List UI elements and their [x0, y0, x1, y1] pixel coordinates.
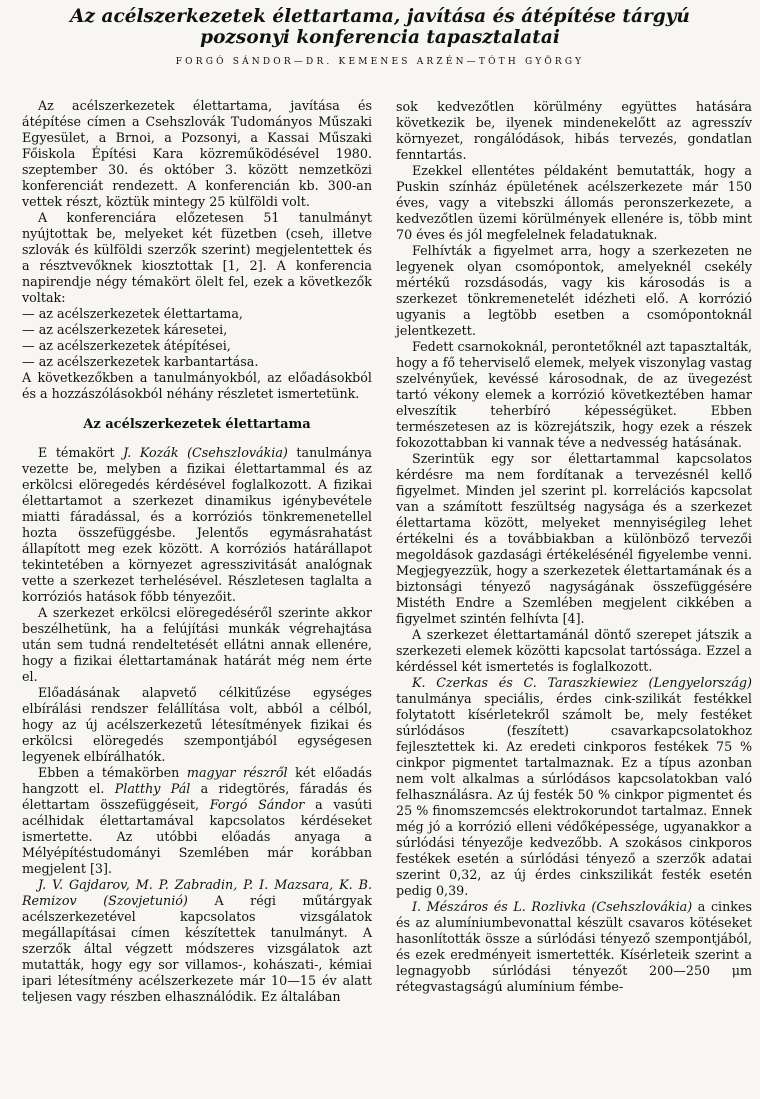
paragraph: Felhívták a figyelmet arra, hogy a szerkezeten ne legyenek olyan csomópontok, amelyeknél csekély mértékű rozsdásodás, vagy kis károsodás is a szerkezet tönkremenetelét idézheti elő. A korrózió ugyanis a legtöbb esetben a csomópontoknál jelentkezett.: [396, 243, 752, 338]
text-run: A régi műtárgyak acélszerkezetével kapcsolatos vizsgálatok megállapításai címen készítettek tanulmányt. A szerzők által végzett módszeres vizsgálatok azt mutatták, hogy egy sor villamos-, kohászati-, kémiai ipari létesítmény acélszerkezete már 10—15 év alatt teljesen vagy részben elhasználódik. Ez általában: [22, 893, 372, 1004]
article-title: Az acélszerkezetek élettartama, javítása és átépítése tárgyú pozsonyi konferencia tapasztalatai: [70, 6, 690, 48]
paragraph: Fedett csarnokoknál, perontetőknél azt tapasztalták, hogy a fő teherviselő elemek, melyek viszonylag vastag szelvényűek, kevéssé károsodnak, de az üvegezést tartó vékony elemek a korrózió következtében hamar elveszítik teherbíró képességüket. Ebben természetesen az is közrejátszik, hogy ezek a részek fokozottabban ki vannak téve a nedvesség hatásának.: [396, 339, 752, 450]
paragraph: [22, 765, 372, 877]
author-name: K. Czerkas és C. Taraszkiewiez (Lengyelország): [412, 675, 752, 690]
emphasis: magyar részről: [186, 765, 288, 780]
paragraph: A következőkben a tanulmányokból, az előadásokból és a hozzászólásokból néhány részletet ismertetünk.: [22, 370, 372, 401]
paragraph: A szerkezet erkölcsi elöregedéséről szerinte akkor beszélhetünk, ha a felújítási munkák végrehajtása után sem tudná rendeltetését ellátni annak ellenére, hogy a fizikai élettartamának határát még nem érte el.: [22, 605, 372, 684]
paragraph: [396, 899, 752, 995]
author-name: Forgó Sándor: [209, 797, 305, 812]
authors: FORGÓ SÁNDOR—DR. KEMENES ARZÉN—TÓTH GYÖRGY: [175, 57, 585, 67]
list-item: — az acélszerkezetek káresetei,: [22, 322, 228, 337]
paragraph: Előadásának alapvető célkitűzése egységes elbírálási rendszer felállítása volt, abból a célból, hogy az új acélszerkezetű létesítmények fizikai és erkölcsi elöregedés szempontjából egységesen legyenek elbírálhatók.: [22, 685, 372, 764]
text-run: tanulmánya vezette be, melyben a fizikai élettartammal és az erkölcsi elöregedés kérdésével foglalkozott. A fizikai élettartamot a szerkezet dinamikus igénybevétele miatti fáradással, és a korróziós tönkremenetellel hozta összefüggésbe. Jelentős egymásrahatást állapított meg ezek között. A korróziós határállapot tekintetében a környezet agresszivitását analógnak vette a szerkezet terhelésével. Részletesen taglalta a korróziós hatások főbb tényezőit.: [22, 445, 372, 604]
text-run: tanulmánya speciális, érdes cink-szilikát festékkel folytatott kísérletekről számolt be, mely festéket súrlódásos (feszített) csavarkapcsolatokhoz fejlesztettek ki. Az eredeti cinkporos festékek 75 % cinkpor pigmentet tartalmaznak. Ez a típus azonban nem volt alkalmas a súrlódásos kapcsolatokban való felhasználásra. Az új festék 50 % cinkpor pigmentet és 25 % finomszemcsés elektrokorundot tartalmaz. Ennek még jó a korrózió elleni védőképessége, ugyanakkor a súrlódási tényezője kedvezőbb. A szokásos cinkporos festékek esetén a súrlódási tényező a szerzők adatai szerint 0,32, az új érdes cinkszilikát festék esetén pedig 0,39.: [396, 691, 752, 898]
paragraph: [22, 445, 372, 605]
list-item: — az acélszerkezetek élettartama,: [22, 306, 243, 321]
paragraph: Ezekkel ellentétes példaként bemutatták, hogy a Puskin színház épületének acélszerkezete már 150 éves, vagy a vitebszki állomás peronszerkezete, a kedvezőtlen üzemi körülmények ellenére is, több mint 70 éves és jól megfelelnek feladatuknak.: [396, 163, 752, 242]
text-run: a cinkes és az alumíniumbevonattal készült csavaros kötéseket hasonlították össze a súrlódási tényező szempontjából, és ezek eredményeit ismertették. Kísérleteik szerint a legnagyobb súrlódási tényezőt 200—250 μm rétegvastagságú alumínium fémbe-: [396, 899, 752, 994]
section-heading: Az acélszerkezetek élettartama: [83, 417, 311, 432]
paragraph: Az acélszerkezetek élettartama, javítása és átépítése címen a Csehszlovák Tudományos Műszaki Egyesület, a Brnoi, a Pozsonyi, a Kassai Műszaki Főiskola Építési Kara közreműködésével 1980. szeptember 30. és október 3. között nemzetközi konferenciát rendezett. A konferencián kb. 300-an vettek részt, köztük mintegy 25 külföldi volt.: [22, 98, 372, 209]
text-run: Ebben a témakörben: [38, 765, 187, 780]
right-column: [396, 99, 752, 995]
text-run: a ridegtörés, fáradás és élettartam összefüggéseit,: [22, 781, 372, 812]
left-column: [22, 98, 372, 1005]
text-run: két előadás hangzott el.: [22, 765, 373, 796]
author-name: J. V. Gajdarov, M. P. Zabradin, P. I. Mazsara, K. B. Remizov (Szovjetunió): [22, 877, 372, 908]
paragraph: Szerintük egy sor élettartammal kapcsolatos kérdésre ma nem fordítanak a tervezésnél kellő figyelmet. Minden jel szerint pl. korrelációs kapcsolat van a számított feszültség nagysága és a szerkezet élettartama között, melyeket mennyiségileg lehet értékelni és a továbbiakban a különböző tervezői megoldások gazdasági értékelésénél figyelembe venni. Megjegyezzük, hogy a szerkezetek élettartamának és a biztonsági tényező nagyságának összefüggésére Mistéth Endre a Szemlében megjelent cikkében a figyelmet szintén felhívta [4].: [396, 451, 752, 626]
paragraph: [396, 675, 752, 899]
author-name: I. Mészáros és L. Rozlivka (Csehszlovákia): [412, 899, 693, 914]
list-item: — az acélszerkezetek átépítései,: [22, 338, 231, 353]
author-name: Platthy Pál: [114, 781, 191, 796]
paragraph: A szerkezet élettartamánál döntő szerepet játszik a szerkezeti elemek közötti kapcsolat tartóssága. Ezzel a kérdéssel két ismertetés is foglalkozott.: [396, 627, 752, 674]
author-name: J. Kozák (Csehszlovákia): [123, 445, 288, 460]
paragraph: A konferenciára előzetesen 51 tanulmányt nyújtottak be, melyeket két füzetben (cseh, illetve szlovák és külföldi szerzők szerint) megjelentettek és a résztvevőknek kiosztottak [1, 2]. A konferencia napirendje négy témakört ölelt fel, ezek a következők voltak:: [22, 210, 372, 305]
paragraph: [22, 877, 372, 1005]
paragraph: sok kedvezőtlen körülmény együttes hatására következik be, ilyenek mindenekelőtt az agresszív környezet, rongálódások, hibás tervezés, gondatlan fenntartás.: [396, 99, 752, 162]
text-run: E témakört: [38, 445, 124, 460]
list-item: — az acélszerkezetek karbantartása.: [22, 354, 259, 369]
text-run: a vasúti acélhidak élettartamával kapcsolatos kérdéseket ismertette. Az utóbbi előadás anyaga a Mélyépítéstudományi Szemlében már korábban megjelent [3].: [22, 797, 372, 876]
topic-list: [22, 306, 372, 370]
